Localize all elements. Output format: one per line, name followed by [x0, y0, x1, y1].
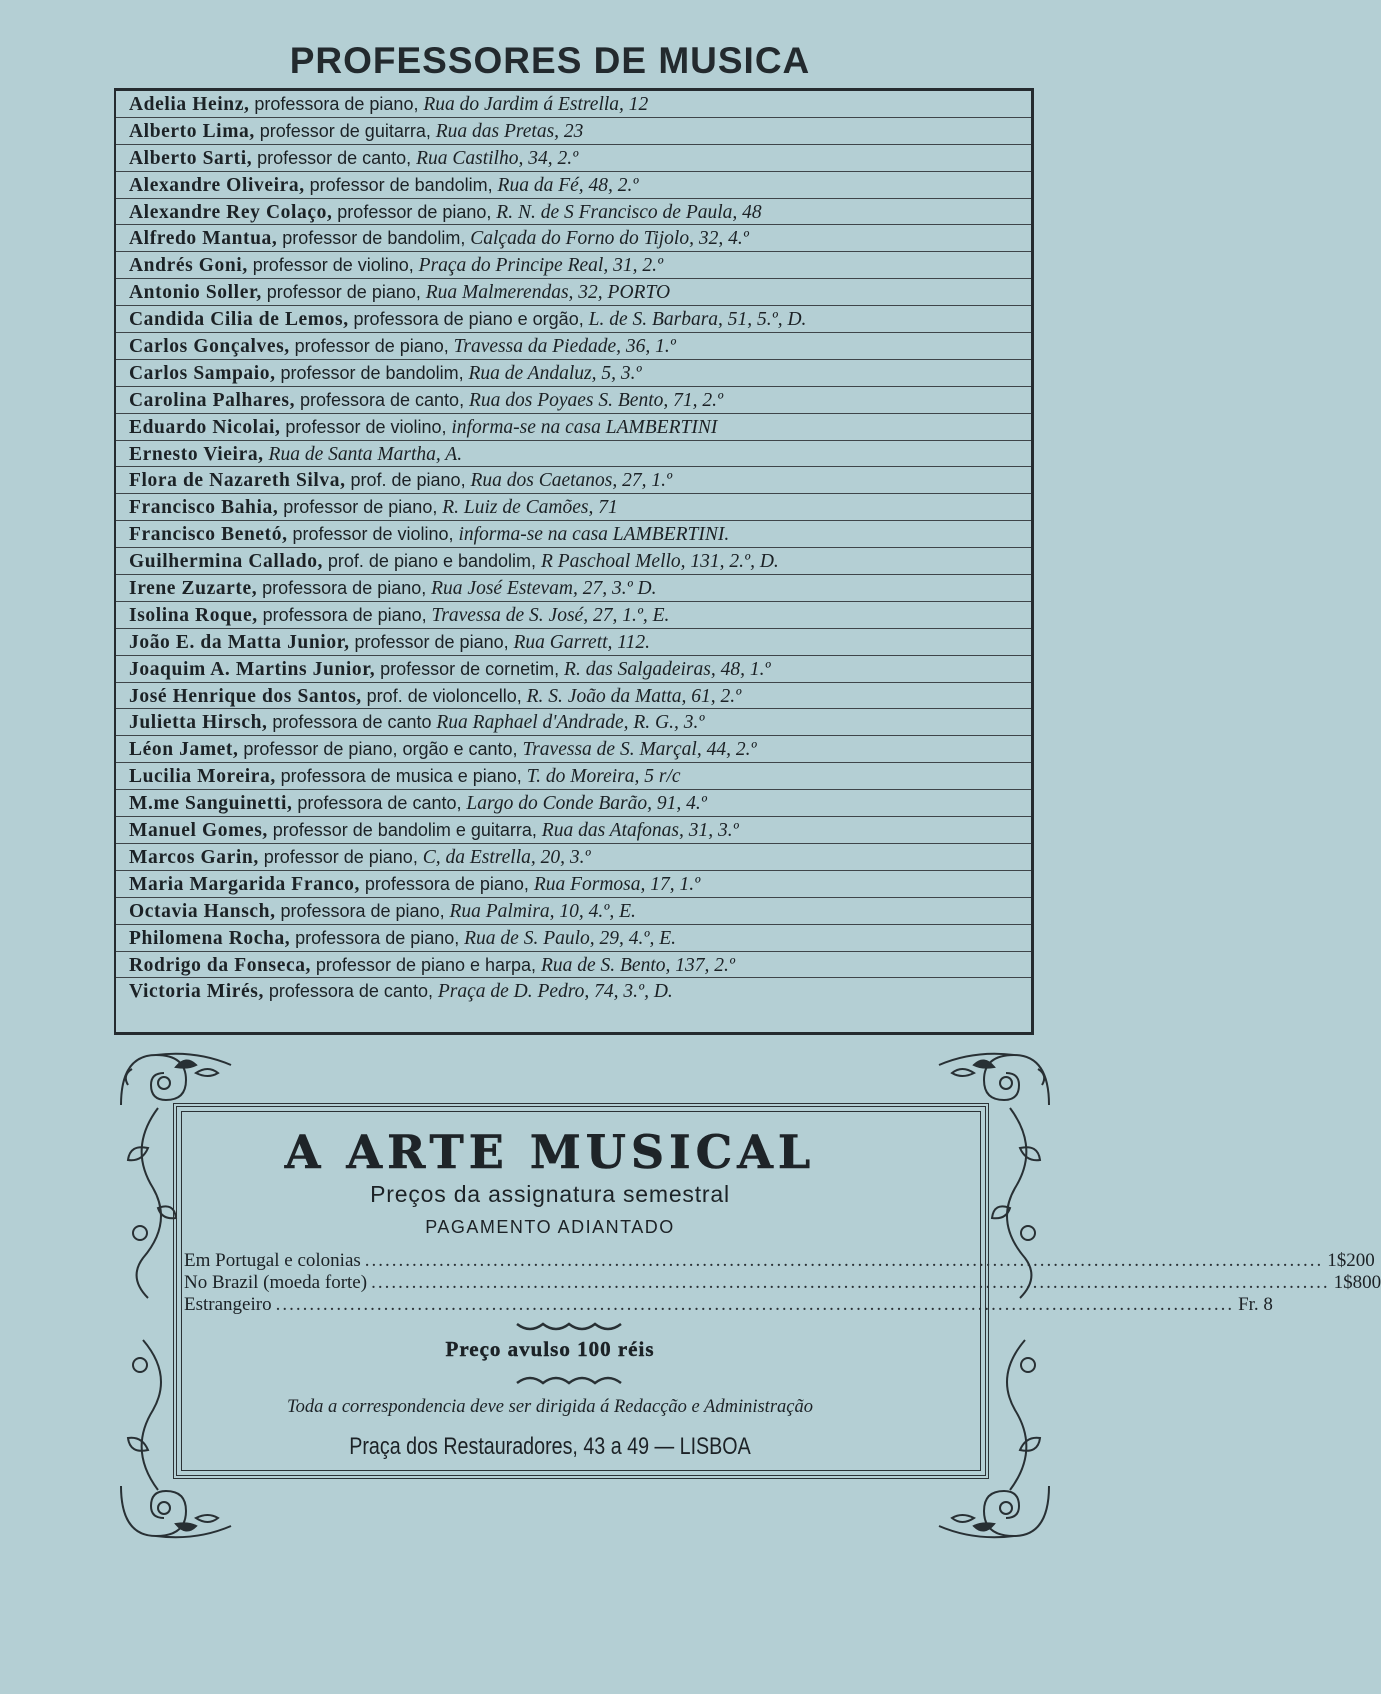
teacher-profession: professor de cornetim, — [380, 658, 560, 679]
table-row — [116, 683, 1031, 710]
table-row — [116, 387, 1031, 414]
teacher-address: Praça de D. Pedro, 74, 3.º, D. — [437, 981, 673, 1003]
teacher-name: Flora de Nazareth Silva, — [129, 470, 346, 492]
price-label: Estrangeiro — [184, 1294, 272, 1315]
teacher-address: Largo do Conde Barão, 91, 4.º — [466, 793, 707, 815]
table-row — [116, 952, 1031, 979]
price-value: 1$200 — [1327, 1250, 1375, 1271]
teacher-address: Travessa de S. José, 27, 1.º, E. — [431, 604, 670, 626]
leader-dots: .............................................................................................................................................. — [275, 1294, 1235, 1315]
table-row — [116, 279, 1031, 306]
table-row — [116, 494, 1031, 521]
table-row — [116, 602, 1031, 629]
teacher-profession: professor de violino, — [292, 524, 454, 545]
leader-dots: .............................................................................................................................................. — [364, 1250, 1324, 1271]
teacher-name: Philomena Rocha, — [129, 927, 291, 949]
teacher-address: informa-se na casa LAMBERTINI. — [458, 524, 730, 546]
teacher-name: Maria Margarida Franco, — [129, 873, 360, 895]
teacher-name: Léon Jamet, — [129, 739, 239, 761]
teacher-name: Candida Cilia de Lemos, — [129, 309, 349, 331]
teacher-profession: professor de piano, — [294, 336, 449, 357]
teacher-name: Julietta Hirsch, — [129, 712, 268, 734]
teacher-name: Manuel Gomes, — [129, 820, 268, 842]
price-row — [184, 1294, 1273, 1316]
teacher-profession: professora de canto — [272, 712, 432, 733]
table-row — [116, 978, 1031, 1005]
table-row — [116, 575, 1031, 602]
teacher-name: Rodrigo da Fonseca, — [129, 954, 312, 976]
teacher-name: Alfredo Mantua, — [129, 228, 278, 250]
teacher-profession: professor de violino, — [285, 416, 447, 437]
teacher-address: Rua das Pretas, 23 — [435, 120, 584, 142]
teacher-name: Joaquim A. Martins Junior, — [129, 658, 376, 680]
teacher-profession: professora de canto, — [299, 389, 465, 410]
teacher-name: José Henrique dos Santos, — [129, 685, 362, 707]
teacher-profession: professora de canto, — [297, 793, 462, 814]
teacher-address: Rua Formosa, 17, 1.º — [533, 873, 701, 895]
teacher-address: Rua de Andaluz, 5, 3.º — [468, 362, 642, 384]
table-row — [116, 199, 1031, 226]
teacher-address: Rua da Fé, 48, 2.º — [497, 174, 639, 196]
teacher-name: Alexandre Rey Colaço, — [129, 201, 333, 223]
teacher-name: Carlos Sampaio, — [129, 362, 276, 384]
table-row — [116, 898, 1031, 925]
teacher-name: Lucilia Moreira, — [129, 766, 276, 788]
table-row — [116, 360, 1031, 387]
teacher-profession: prof. de violoncello, — [366, 685, 522, 706]
teacher-profession: professora de piano, — [295, 927, 460, 948]
table-row — [116, 763, 1031, 790]
price-value: 1$800 — [1333, 1272, 1381, 1293]
teacher-profession: professora de piano e orgão, — [353, 309, 584, 330]
directory-table — [114, 88, 1034, 1035]
teacher-address: Rua Palmira, 10, 4.º, E. — [449, 900, 636, 922]
teacher-name: Guilhermina Callado, — [129, 551, 324, 573]
teacher-profession: professora de piano, — [364, 873, 529, 894]
teacher-name: João E. da Matta Junior, — [129, 631, 350, 653]
teacher-address: Rua de S. Paulo, 29, 4.º, E. — [464, 927, 676, 949]
teacher-address: R. N. de S Francisco de Paula, 48 — [496, 201, 762, 223]
vine-left-lower-icon — [118, 1300, 178, 1490]
price-row — [184, 1250, 1375, 1272]
teacher-address: Rua dos Caetanos, 27, 1.º — [470, 470, 673, 492]
teacher-name: Carolina Palhares, — [129, 389, 296, 411]
teacher-address: Rua de Santa Martha, A. — [268, 443, 463, 465]
price-label: No Brazil (moeda forte) — [184, 1272, 368, 1293]
teacher-address: Rua das Atafonas, 31, 3.º — [541, 820, 739, 842]
teacher-name: Alberto Lima, — [129, 120, 255, 142]
teacher-profession: professora de piano, — [262, 578, 427, 599]
teacher-address: Rua Castilho, 34, 2.º — [416, 147, 579, 169]
teacher-address: Travessa de S. Marçal, 44, 2.º — [522, 739, 757, 761]
page-title: PROFESSORES DE MUSICA — [289, 40, 811, 81]
table-row — [116, 817, 1031, 844]
teacher-name: Andrés Goni, — [129, 255, 248, 277]
table-row — [116, 252, 1031, 279]
teacher-address: R Paschoal Mello, 131, 2.º, D. — [540, 551, 779, 573]
table-row — [116, 656, 1031, 683]
teacher-name: Carlos Gonçalves, — [129, 336, 290, 358]
table-row — [116, 333, 1031, 360]
teacher-name: Victoria Mirés, — [129, 981, 264, 1003]
teacher-address: Rua dos Poyaes S. Bento, 71, 2.º — [468, 389, 724, 411]
teacher-profession: professor de bandolim e guitarra, — [272, 820, 537, 841]
price-label: Em Portugal e colonias — [184, 1250, 361, 1271]
table-row — [116, 736, 1031, 763]
teacher-address: R. S. João da Matta, 61, 2.º — [526, 685, 742, 707]
teacher-profession: professor de piano, — [263, 846, 418, 867]
teacher-profession: professor de bandolim, — [282, 228, 466, 249]
teacher-address: T. do Moreira, 5 r/c — [526, 766, 681, 788]
teacher-name: Adelia Heinz, — [129, 94, 250, 115]
teacher-profession: professor de piano, — [354, 631, 509, 652]
table-row — [116, 521, 1031, 548]
wave-divider-icon — [515, 1373, 645, 1385]
teacher-name: Isolina Roque, — [129, 604, 258, 626]
teacher-profession: professor de violino, — [252, 255, 414, 276]
teacher-address: Rua Garrett, 112. — [513, 631, 650, 653]
correspondence-note: Toda a correspondencia deve ser dirigida á Redacção e Administração — [287, 1397, 813, 1417]
table-row — [116, 709, 1031, 736]
teacher-profession: professor de piano e harpa, — [315, 954, 537, 975]
teacher-address: Praça do Principe Real, 31, 2.º — [418, 255, 663, 277]
teacher-profession: professora de piano, — [254, 94, 419, 114]
table-row — [116, 306, 1031, 333]
teacher-address: Rua Malmerendas, 32, PORTO — [425, 282, 671, 304]
teacher-name: Ernesto Vieira, — [129, 443, 264, 465]
teacher-name: Marcos Garin, — [129, 846, 259, 868]
vine-right-lower-icon — [990, 1300, 1050, 1490]
teacher-address: Rua Raphael d'Andrade, R. G., 3.º — [436, 712, 705, 734]
teacher-address: Rua de S. Bento, 137, 2.º — [540, 954, 735, 976]
teacher-profession: professora de piano, — [262, 604, 427, 625]
teacher-address: C, da Estrella, 20, 3.º — [422, 846, 591, 868]
table-row — [116, 441, 1031, 468]
table-row — [116, 925, 1031, 952]
table-row — [116, 145, 1031, 172]
table-row — [116, 790, 1031, 817]
teacher-name: Alberto Sarti, — [129, 147, 253, 169]
teacher-address: Rua do Jardim á Estrella, 12 — [423, 94, 649, 115]
teacher-profession: professor de canto, — [257, 147, 412, 168]
teacher-name: Alexandre Oliveira, — [129, 174, 305, 196]
table-row — [116, 844, 1031, 871]
teacher-address: R. Luiz de Camões, 71 — [442, 497, 618, 519]
teacher-profession: professora de piano, — [280, 900, 445, 921]
table-row — [116, 91, 1031, 118]
teacher-profession: professor de piano, orgão e canto, — [243, 739, 518, 760]
table-row — [116, 118, 1031, 145]
teacher-name: Eduardo Nicolai, — [129, 416, 281, 438]
leader-dots: .............................................................................................................................................. — [371, 1272, 1330, 1293]
price-value: Fr. 8 — [1238, 1294, 1273, 1315]
table-row — [116, 467, 1031, 494]
table-row — [116, 172, 1031, 199]
price-row — [184, 1272, 1381, 1294]
single-issue-price: Preço avulso 100 réis — [445, 1337, 655, 1361]
advert-address: Praça dos Restauradores, 43 a 49 — LISBOA — [349, 1433, 751, 1460]
teacher-name: Francisco Bahia, — [129, 497, 279, 519]
teacher-profession: professor de bandolim, — [280, 362, 464, 383]
table-row — [116, 629, 1031, 656]
table-row — [116, 414, 1031, 441]
teacher-name: Irene Zuzarte, — [129, 578, 258, 600]
teacher-address: Travessa da Piedade, 36, 1.º — [453, 336, 676, 358]
table-row — [116, 548, 1031, 575]
teacher-profession: prof. de piano, — [350, 470, 466, 491]
teacher-profession: professor de bandolim, — [309, 174, 493, 195]
table-row — [116, 871, 1031, 898]
teacher-name: Francisco Benetó, — [129, 524, 288, 546]
teacher-profession: professora de canto, — [268, 981, 433, 1002]
wave-divider-icon — [515, 1322, 645, 1334]
teacher-name: Octavia Hansch, — [129, 900, 276, 922]
advert-subtitle: Preços da assignatura semestral — [370, 1181, 730, 1207]
teacher-address: Rua José Estevam, 27, 3.º D. — [431, 578, 657, 600]
teacher-profession: prof. de piano e bandolim, — [327, 551, 537, 572]
teacher-address: Calçada do Forno do Tijolo, 32, 4.º — [470, 228, 749, 250]
teacher-profession: professor de piano, — [266, 282, 421, 303]
advert-title: A ARTE MUSICAL — [284, 1125, 816, 1179]
table-row — [116, 225, 1031, 252]
teacher-address: R. das Salgadeiras, 48, 1.º — [564, 658, 771, 680]
teacher-address: informa-se na casa LAMBERTINI — [451, 416, 718, 438]
teacher-profession: professor de guitarra, — [259, 120, 431, 141]
teacher-profession: professor de piano, — [283, 497, 438, 518]
teacher-name: Antonio Soller, — [129, 282, 262, 304]
teacher-profession: professor de piano, — [337, 201, 492, 222]
teacher-name: M.me Sanguinetti, — [129, 793, 293, 815]
advert-payment-note: PAGAMENTO ADIANTADO — [425, 1217, 675, 1237]
teacher-address: L. de S. Barbara, 51, 5.º, D. — [588, 309, 807, 331]
teacher-profession: professora de musica e piano, — [280, 766, 522, 787]
